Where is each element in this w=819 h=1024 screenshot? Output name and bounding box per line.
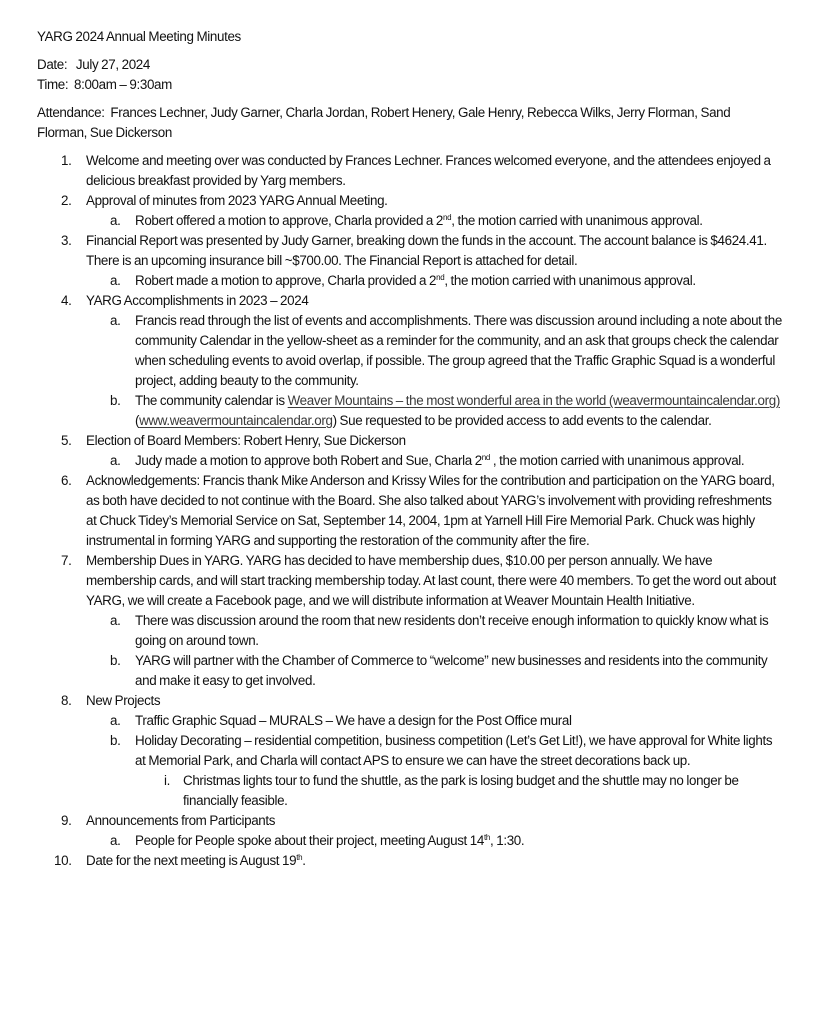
item-number: 9. <box>61 813 72 828</box>
ordinal-suffix: nd <box>443 213 452 222</box>
sub-list <box>86 711 782 811</box>
item-number: 3. <box>61 233 72 248</box>
date-label: Date: <box>37 57 68 72</box>
item-number: 5. <box>61 433 72 448</box>
item-text: Financial Report was presented by Judy Garner, breaking down the funds in the account. The account balance is $4624.41. There is an upcoming insurance bill ~$700.00. The Financial Report is attached for detail. <box>86 233 767 268</box>
date-line <box>37 55 782 75</box>
sub-item-text: ( <box>135 413 140 428</box>
agenda-item-announcements <box>37 811 782 851</box>
item-number: 1. <box>61 153 72 168</box>
sub-item-letter: b. <box>110 653 121 668</box>
ordinal-suffix: nd <box>481 453 490 462</box>
date-value: July 27, 2024 <box>75 57 150 72</box>
sub-item-letter: a. <box>110 613 121 628</box>
sub-item <box>85 731 782 811</box>
agenda-item-board-election <box>37 431 782 471</box>
item-number: 7. <box>61 553 72 568</box>
ordinal-suffix: th <box>484 833 490 842</box>
sub-item-text: Francis read through the list of events and accomplishments. There was discussion around including a note about the community Calendar in the yellow-sheet as a reminder for the community, and an ask that groups check the calendar when scheduling events to avoid overlap, if possible. The group agreed that the Traffic Graphic Squad is a wonderful project, adding beauty to the community. <box>135 313 782 388</box>
calendar-site-link[interactable]: Weaver Mountains – the most wonderful area in the world (weavermountaincalendar.org) <box>287 393 780 408</box>
item-text: . <box>302 853 306 868</box>
item-text: Approval of minutes from 2023 YARG Annual Meeting. <box>86 193 388 208</box>
sub-item-text: , 1:30. <box>489 833 525 848</box>
item-text: Announcements from Participants <box>86 813 276 828</box>
ordinal-suffix: nd <box>436 273 445 282</box>
sub-list <box>86 271 782 291</box>
sub-list <box>86 611 782 691</box>
sub-item-text: , the motion carried with unanimous approval. <box>451 213 703 228</box>
sub-list <box>86 311 782 431</box>
sub-item-letter: b. <box>110 393 121 408</box>
item-number: 2. <box>61 193 72 208</box>
roman-marker: i. <box>164 773 170 788</box>
attendance-line <box>37 103 782 143</box>
sub-item-letter: a. <box>110 213 121 228</box>
item-number: 4. <box>61 293 72 308</box>
meeting-minutes-document <box>37 27 782 871</box>
item-text: New Projects <box>86 693 161 708</box>
agenda-item-acknowledgements <box>37 471 782 551</box>
sub-item-letter: b. <box>110 733 121 748</box>
item-number: 8. <box>61 693 72 708</box>
sub-item-text: Robert made a motion to approve, Charla provided a 2 <box>135 273 437 288</box>
sub-item-text: Holiday Decorating – residential competition, business competition (Let’s Get Lit!), we have approval for White lights at Memorial Park, and Charla will contact APS to ensure we can have the street decorations back up. <box>135 733 773 768</box>
sub-item <box>85 831 782 851</box>
sub-item-letter: a. <box>110 833 121 848</box>
sub-item-letter: a. <box>110 453 121 468</box>
item-number: 6. <box>61 473 72 488</box>
sub-item-letter: a. <box>110 713 121 728</box>
sub-item-text: YARG will partner with the Chamber of Commerce to “welcome” new businesses and residents into the community and make it easy to get involved. <box>135 653 768 688</box>
item-text: Acknowledgements: Francis thank Mike Anderson and Krissy Wiles for the contribution and participation on the YARG board, as both have decided to not continue with the Board. She also talked about YARG’s involvement with providing refreshments at Chuck Tidey’s Memorial Service on Sat, September 14, 2004, 1pm at Yarnell Hill Fire Memorial Park. Chuck was highly instrumental in forming YARG and supporting the restoration of the community after the fire. <box>86 473 775 548</box>
attendance-label: Attendance: <box>37 105 105 120</box>
roman-item-text: Christmas lights tour to fund the shuttle, as the park is losing budget and the shuttle may no longer be financially feasible. <box>183 773 739 808</box>
sub-item <box>85 311 782 391</box>
agenda-item-new-projects <box>37 691 782 811</box>
item-text: YARG Accomplishments in 2023 – 2024 <box>86 293 309 308</box>
agenda-item-financial-report <box>37 231 782 291</box>
sub-item-text: People for People spoke about their project, meeting August 14 <box>135 833 484 848</box>
sub-list <box>86 831 782 851</box>
time-line <box>37 75 782 95</box>
sub-list <box>86 211 782 231</box>
sub-item-letter: a. <box>110 313 121 328</box>
roman-sub-list <box>135 771 782 811</box>
sub-item-text: Judy made a motion to approve both Robert and Sue, Charla 2 <box>135 453 482 468</box>
time-value: 8:00am – 9:30am <box>73 77 172 92</box>
attendance-value: Frances Lechner, Judy Garner, Charla Jordan, Robert Henery, Gale Henry, Rebecca Wilks, Jerry Florman, Sand Florman, Sue Dickerson <box>37 105 731 140</box>
calendar-url-link[interactable]: www.weavermountaincalendar.org <box>139 413 333 428</box>
sub-item-text: Traffic Graphic Squad – MURALS – We have a design for the Post Office mural <box>135 713 572 728</box>
sub-item-text: There was discussion around the room that new residents don’t receive enough information to quickly know what is going on around town. <box>135 613 769 648</box>
document-title: YARG 2024 Annual Meeting Minutes <box>37 29 241 44</box>
meeting-meta <box>37 55 782 95</box>
item-text: Election of Board Members: Robert Henry, Sue Dickerson <box>86 433 406 448</box>
ordinal-suffix: th <box>296 853 303 862</box>
roman-sub-item <box>135 771 782 811</box>
agenda-item-next-meeting <box>37 851 782 871</box>
sub-item <box>85 391 782 431</box>
item-text: Date for the next meeting is August 19 <box>86 853 297 868</box>
sub-item-text: ) Sue requested to be provided access to add events to the calendar. <box>332 413 712 428</box>
sub-item-text: , the motion carried with unanimous approval. <box>444 273 696 288</box>
sub-item <box>85 651 782 691</box>
sub-item <box>85 271 782 291</box>
sub-item <box>85 211 782 231</box>
sub-item <box>85 611 782 651</box>
agenda-item-welcome <box>37 151 782 191</box>
item-text: Membership Dues in YARG. YARG has decided to have membership dues, $10.00 per person annually. We have membership cards, and will start tracking membership today. At last count, there were 40 members. To get the word out about YARG, we will create a Facebook page, and we will distribute information at Weaver Mountain Health Initiative. <box>86 553 776 608</box>
sub-item-text: The community calendar is <box>135 393 288 408</box>
sub-list <box>86 451 782 471</box>
sub-item <box>85 451 782 471</box>
agenda-list <box>37 151 782 871</box>
sub-item <box>85 711 782 731</box>
agenda-item-approval-of-minutes <box>37 191 782 231</box>
item-number: 10. <box>54 853 72 868</box>
sub-item-letter: a. <box>110 273 121 288</box>
item-text: Welcome and meeting over was conducted by Frances Lechner. Frances welcomed everyone, and the attendees enjoyed a delicious breakfast provided by Yarg members. <box>86 153 771 188</box>
time-label: Time: <box>37 77 69 92</box>
sub-item-text: Robert offered a motion to approve, Charla provided a 2 <box>135 213 443 228</box>
agenda-item-accomplishments <box>37 291 782 431</box>
agenda-item-membership-dues <box>37 551 782 691</box>
sub-item-text: , the motion carried with unanimous approval. <box>490 453 745 468</box>
